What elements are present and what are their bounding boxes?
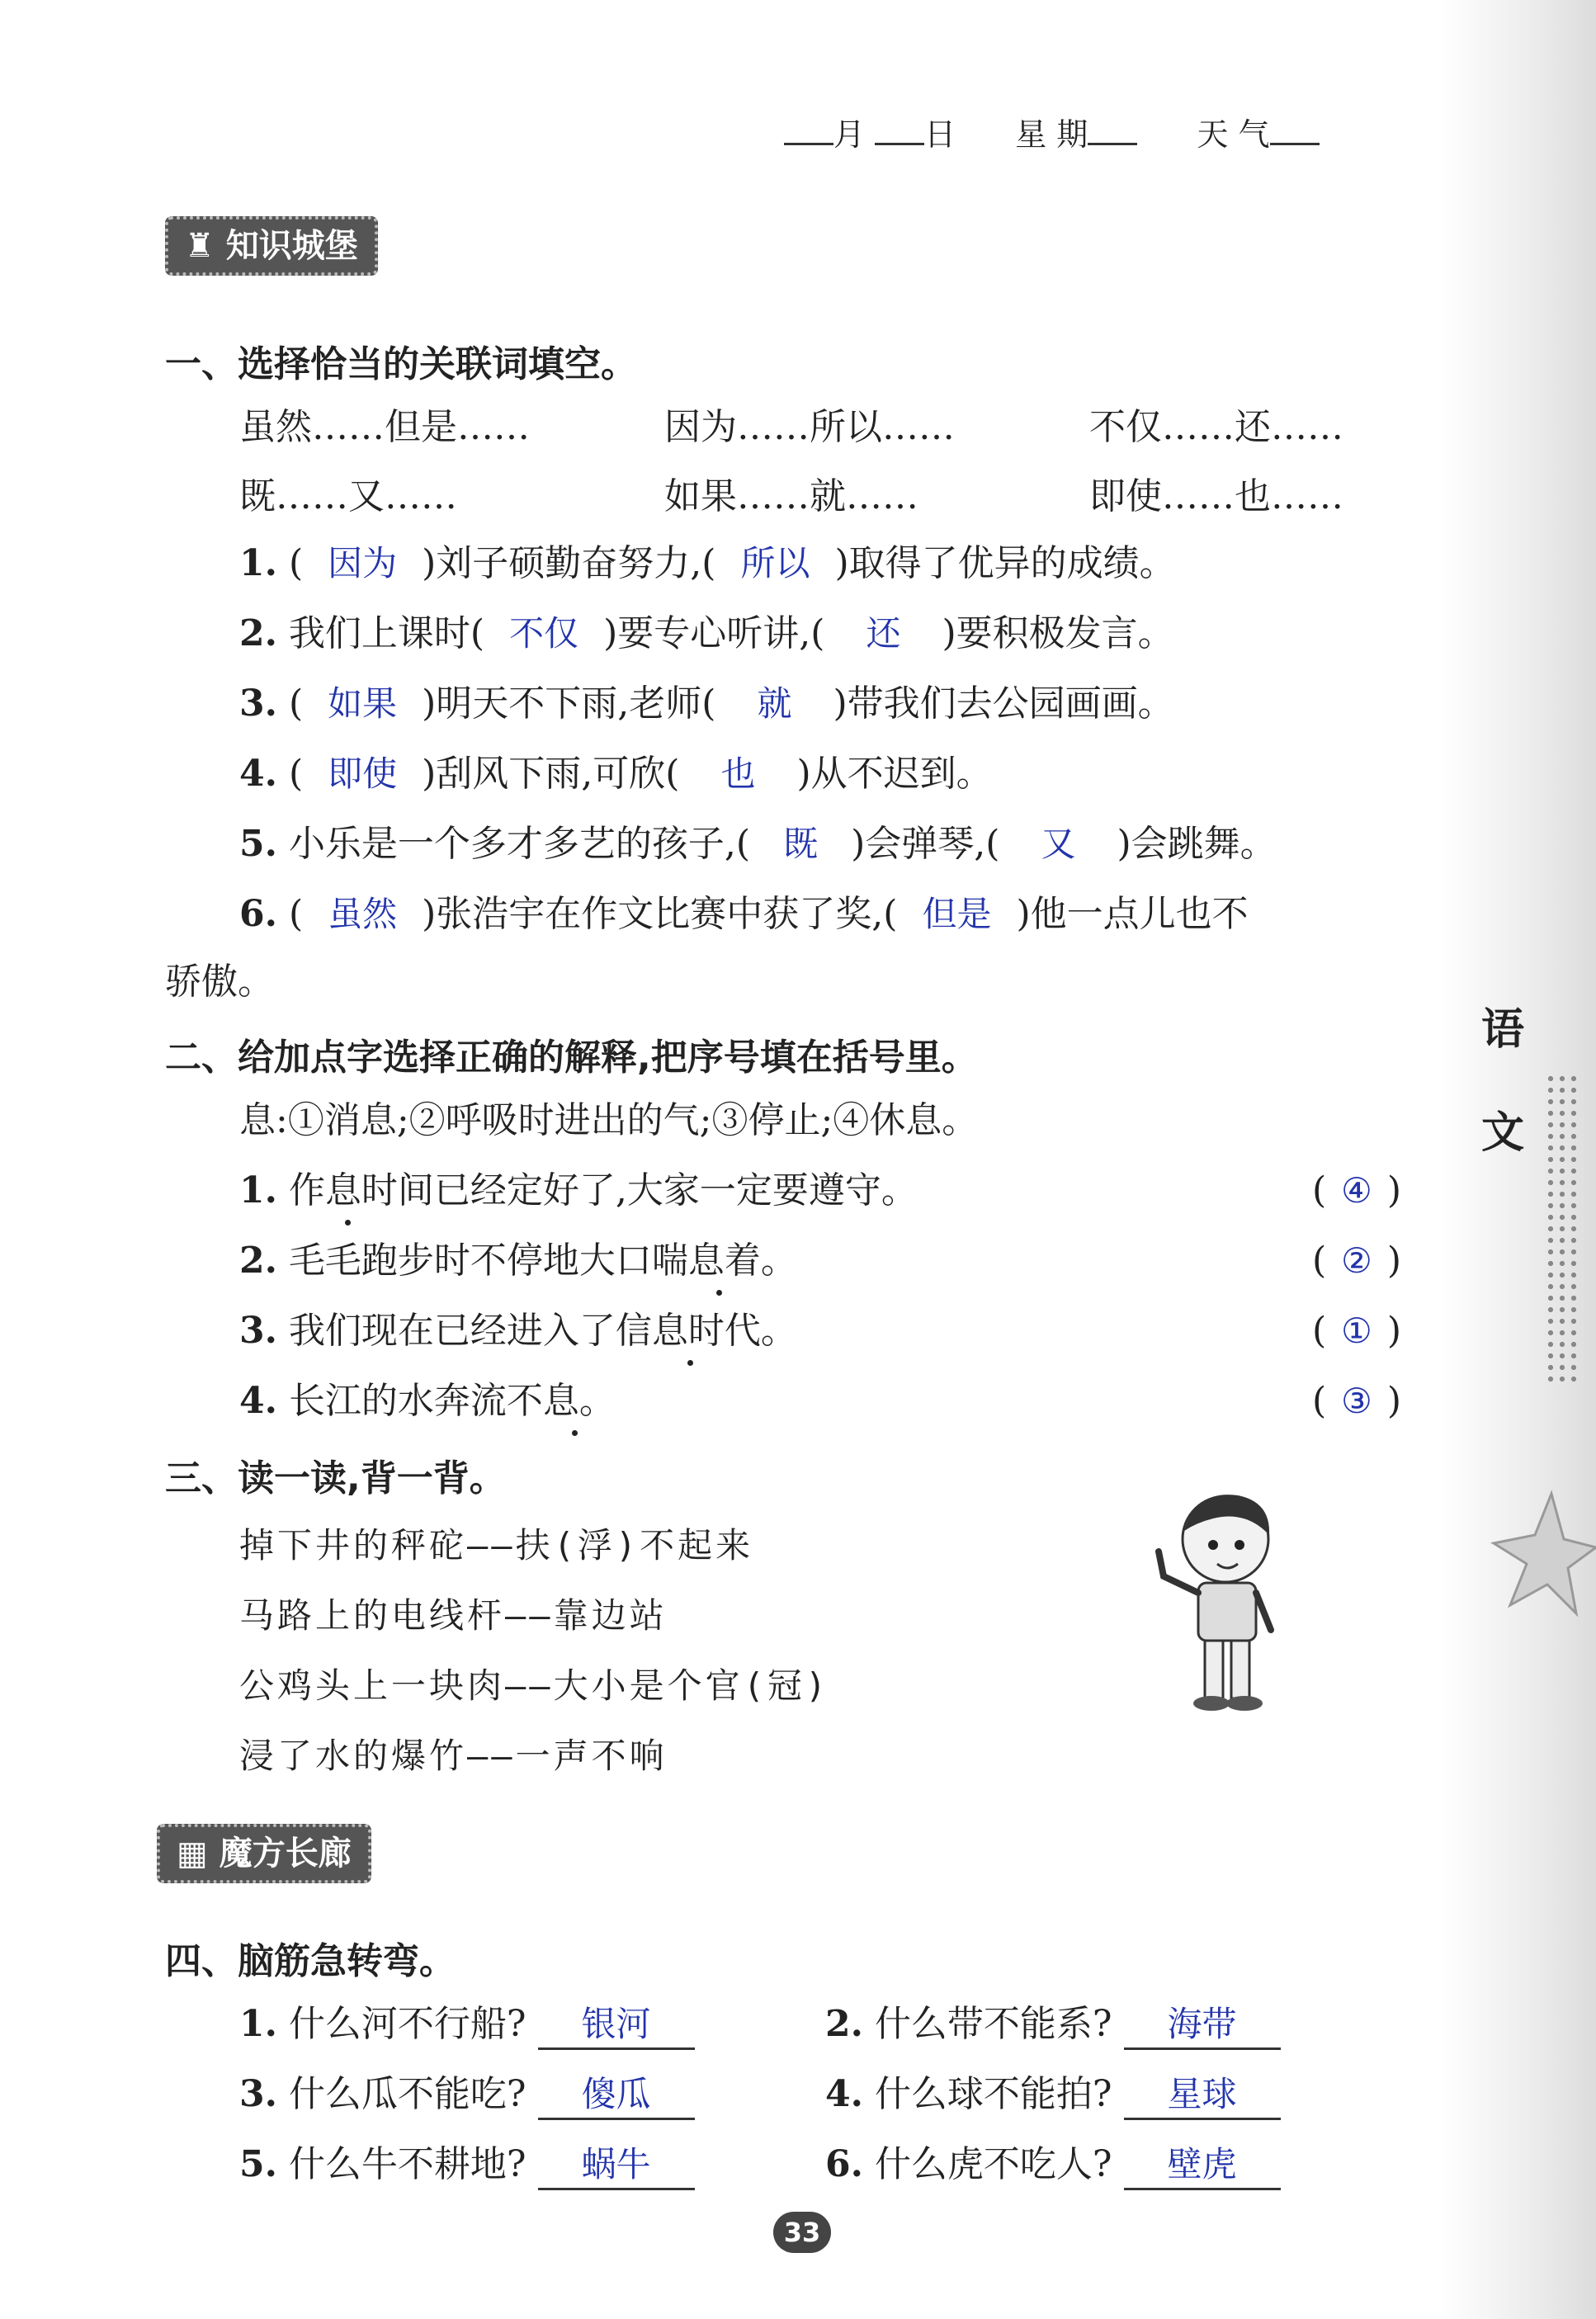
side-label-1: 语: [1481, 1005, 1525, 1055]
q1-item-4-answer-1: 即使: [328, 753, 398, 794]
q1-item-3-answer-1: 如果: [328, 683, 398, 724]
q1-item-1-answer-1: 因为: [328, 543, 398, 583]
q2-item-3-answer-box: ( ① ): [1312, 1310, 1401, 1352]
q1-option-1: 虽然……但是……: [239, 406, 530, 448]
q4-item-6: 6. 什么虎不吃人? 壁虎: [825, 2142, 1281, 2190]
q2-item-4-answer-box: ( ③ ): [1312, 1380, 1401, 1422]
q4-item-6-answer: 壁虎: [1124, 2142, 1281, 2190]
q3-title: 三、读一读,背一背。: [165, 1457, 506, 1500]
q4-item-3-answer: 傻瓜: [538, 2071, 695, 2120]
q4-title: 四、脑筋急转弯。: [165, 1940, 456, 1982]
emphasis-dot: [687, 1360, 693, 1366]
q4-item-2-answer: 海带: [1124, 2001, 1281, 2050]
q1-item-3: 3. ( 如果 )明天不下雨,老师( 就 )带我们去公园画画。: [239, 682, 1174, 725]
q4-item-1: 1. 什么河不行船? 银河: [239, 2001, 695, 2050]
q1-item-2-answer-2: 还: [866, 613, 901, 654]
q2-definition: 息:①消息;②呼吸时进出的气;③停止;④休息。: [239, 1099, 979, 1141]
q2-item-4: 4. 长江的水奔流不息。: [239, 1380, 616, 1422]
q1-item-5: 5. 小乐是一个多才多艺的孩子,( 既 )会弹琴,( 又 )会跳舞。: [239, 823, 1277, 865]
q1-item-5-answer-2: 又: [1041, 824, 1076, 864]
q1-item-2: 2. 我们上课时( 不仅 )要专心听讲,( 还 )要积极发言。: [239, 612, 1174, 654]
q4-item-3: 3. 什么瓜不能吃? 傻瓜: [239, 2071, 695, 2120]
q4-item-2: 2. 什么带不能系? 海带: [825, 2001, 1281, 2050]
q2-item-1: 1. 作息时间已经定好了,大家一定要遵守。: [239, 1169, 918, 1211]
q3-line-3: 公鸡头上一块肉——大小是个官(冠): [239, 1665, 830, 1706]
q3-line-2: 马路上的电线杆——靠边站: [239, 1595, 668, 1636]
starfish-icon: [1485, 1485, 1596, 1618]
side-label-2: 文: [1481, 1108, 1525, 1158]
q4-item-5-answer: 蜗牛: [538, 2142, 695, 2190]
page-number: 33: [773, 2212, 831, 2253]
q3-line-4: 浸了水的爆竹——一声不响: [239, 1736, 668, 1776]
q3-line-1: 掉下井的秤砣——扶(浮)不起来: [239, 1525, 754, 1566]
q1-item-2-answer-1: 不仅: [509, 613, 579, 654]
q1-title: 一、选择恰当的关联词填空。: [165, 343, 637, 385]
q1-option-5: 如果……就……: [664, 475, 918, 517]
q1-option-2: 因为……所以……: [664, 406, 955, 448]
boy-illustration: [1147, 1485, 1296, 1717]
q1-option-4: 既……又……: [239, 475, 457, 517]
q1-item-1-answer-2: 所以: [740, 543, 810, 583]
magic-cube-badge: ▦ 魔方长廊: [157, 1824, 371, 1883]
q1-item-6: 6. ( 虽然 )张浩宇在作文比赛中获了奖,( 但是 )他一点儿也不: [239, 893, 1249, 935]
q1-item-6-answer-2: 但是: [922, 894, 992, 934]
q1-item-6-continuation: 骄傲。: [165, 961, 274, 1003]
q4-item-5: 5. 什么牛不耕地? 蜗牛: [239, 2142, 695, 2190]
q1-option-6: 即使……也……: [1089, 475, 1343, 517]
q2-item-3: 3. 我们现在已经进入了信息时代。: [239, 1310, 797, 1352]
q2-item-1-answer-box: ( ④ ): [1312, 1169, 1401, 1211]
emphasis-dot: [345, 1220, 351, 1226]
side-dot-pattern: [1545, 1073, 1578, 1386]
knowledge-castle-badge: ♜ 知识城堡: [165, 216, 378, 276]
q1-item-1: 1. ( 因为 )刘子硕勤奋努力,( 所以 )取得了优异的成绩。: [239, 542, 1176, 584]
castle-icon: ♜: [185, 227, 215, 265]
q1-item-3-answer-2: 就: [757, 683, 792, 724]
q2-item-2-answer-box: ( ② ): [1312, 1240, 1401, 1282]
q2-item-2: 2. 毛毛跑步时不停地大口喘息着。: [239, 1240, 797, 1282]
q4-item-4: 4. 什么球不能拍? 星球: [825, 2071, 1281, 2120]
date-weather-header: 月 日 星 期 天 气: [784, 111, 1320, 158]
q1-option-3: 不仅……还……: [1089, 406, 1343, 448]
q1-item-4-answer-2: 也: [720, 753, 756, 794]
q1-item-4: 4. ( 即使 )刮风下雨,可欣( 也 )从不迟到。: [239, 753, 993, 795]
q4-item-1-answer: 银河: [538, 2001, 695, 2050]
q2-title: 二、给加点字选择正确的解释,把序号填在括号里。: [165, 1037, 978, 1079]
cube-icon: ▦: [177, 1835, 208, 1873]
q1-item-6-answer-1: 虽然: [328, 894, 398, 934]
q4-item-4-answer: 星球: [1124, 2071, 1281, 2120]
emphasis-dot: [572, 1430, 578, 1436]
q1-item-5-answer-1: 既: [783, 824, 819, 864]
emphasis-dot: [716, 1290, 722, 1296]
